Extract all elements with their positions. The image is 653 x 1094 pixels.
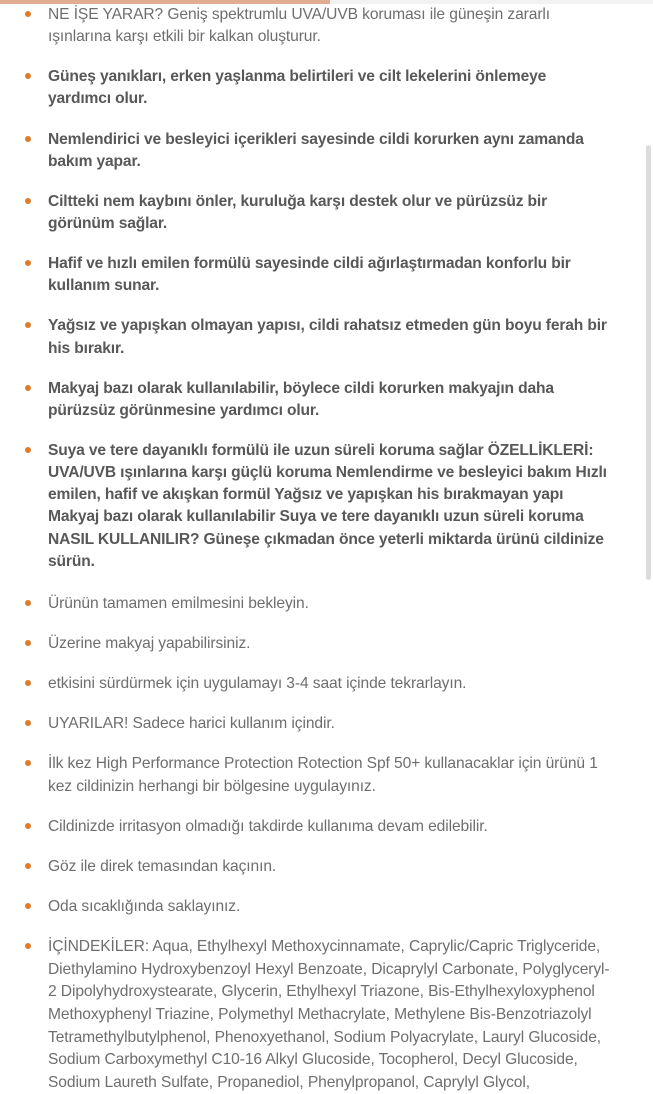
list-item-ozellikler-blok: Suya ve tere dayanıklı formülü ile uzun süreli koruma sağlar ÖZELLİKLERİ: UVA/UVB ışınlarına karşı güçlü koruma Nemlendirme ve besleyici bakım Hızlı emilen, hafif ve akışkan formül Yağsız ve yapışkan his bırakmayan yapı Makyaj bazı olarak kullanılabilir Suya ve tere dayanıklı uzun süreli koruma NASIL KULLANILIR? Güneşe çıkmadan önce yeterli miktarda ürünü cildinize sürün. bbox=[0, 440, 645, 573]
list-item-hafif-hizli-emilen: Hafif ve hızlı emilen formülü sayesinde cildi ağırlaştırmadan konforlu bir kullanım sunar. bbox=[0, 253, 645, 297]
list-item-yagsiz-yapiskan: Yağsız ve yapışkan olmayan yapısı, cildi rahatsız etmeden gün boyu ferah bir his bırakır. bbox=[0, 315, 645, 359]
product-feature-list bbox=[0, 4, 645, 1094]
list-item-icindekiler: İÇİNDEKİLER: Aqua, Ethylhexyl Methoxycinnamate, Caprylic/Capric Triglyceride, Diethylamino Hydroxybenzoyl Hexyl Benzoate, Dicaprylyl Carbonate, Polyglyceryl-2 Dipolyhydroxystearate, Glycerin, Ethylhexyl Triazone, Bis-Ethylhexyloxyphenol Methoxyphenyl Triazine, Polymethyl Methacrylate, Methylene Bis-Benzotriazolyl Tetramethylbutylphenol, Phenoxyethanol, Sodium Polyacrylate, Lauryl Glucoside, Sodium Carboxymethyl C10-16 Alkyl Glucoside, Tocopherol, Decyl Glucoside, Sodium Laureth Sulfate, Propanediol, Phenylpropanol, Caprylyl Glycol, bbox=[0, 936, 645, 1094]
list-item-gunes-yaniklari: Güneş yanıkları, erken yaşlanma belirtileri ve cilt lekelerini önlemeye yardımcı olur. bbox=[0, 66, 645, 110]
list-item-ne-ise-yarar: NE İŞE YARAR? Geniş spektrumlu UVA/UVB koruması ile güneşin zararlı ışınlarına karşı etkili bir kalkan oluşturur. bbox=[0, 4, 645, 48]
list-item-oda-sicakligi: Oda sıcaklığında saklayınız. bbox=[0, 896, 645, 918]
list-item-nem-kaybi: Ciltteki nem kaybını önler, kuruluğa karşı destek olur ve pürüzsüz bir görünüm sağlar. bbox=[0, 191, 645, 235]
scrollbar-thumb[interactable] bbox=[646, 145, 651, 580]
vertical-scrollbar[interactable] bbox=[645, 0, 653, 1051]
progress-bar-fill bbox=[0, 0, 330, 4]
list-item-nemlendirici: Nemlendirici ve besleyici içerikleri sayesinde cildi korurken aynı zamanda bakım yapar. bbox=[0, 129, 645, 173]
list-item-goz-temasi: Göz ile direk temasından kaçının. bbox=[0, 856, 645, 878]
list-item-makyaj-bazi: Makyaj bazı olarak kullanılabilir, böylece cildi korurken makyajın daha pürüzsüz görünmesine yardımcı olur. bbox=[0, 378, 645, 422]
list-item-ilk-kez-kullanim: İlk kez High Performance Protection Rotection Spf 50+ kullanacaklar için ürünü 1 kez cildinizin herhangi bir bölgesine uygulayınız. bbox=[0, 753, 645, 797]
list-item-tekrarlayin: etkisini sürdürmek için uygulamayı 3-4 saat içinde tekrarlayın. bbox=[0, 673, 645, 695]
list-item-irritasyon: Cildinizde irritasyon olmadığı takdirde kullanıma devam edilebilir. bbox=[0, 816, 645, 838]
list-item-emilmesini-bekleyin: Ürünün tamamen emilmesini bekleyin. bbox=[0, 593, 645, 615]
list-item-uyarilar: UYARILAR! Sadece harici kullanım içindir. bbox=[0, 713, 645, 735]
list-item-uzerine-makyaj: Üzerine makyaj yapabilirsiniz. bbox=[0, 633, 645, 655]
